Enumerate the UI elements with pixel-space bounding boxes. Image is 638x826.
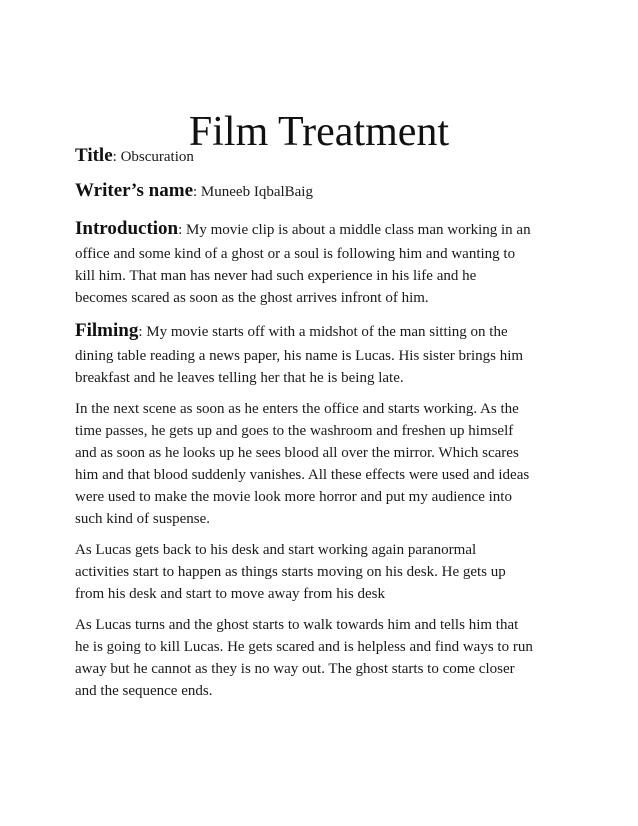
paragraph-line: away but he cannot as they is no way out. The ghost starts to come closer xyxy=(75,661,515,677)
desk-scene-paragraph xyxy=(75,539,575,605)
introduction-paragraph xyxy=(75,216,575,309)
introduction-line: office and some kind of a ghost or a soul is following him and wanting to xyxy=(75,246,516,262)
title-field-value: Obscuration xyxy=(116,149,194,165)
writer-field-value: Muneeb IqbalBaig xyxy=(197,184,313,200)
title-field-separator: : xyxy=(112,149,117,165)
introduction-separator: : xyxy=(178,222,183,238)
paragraph-line: he is going to kill Lucas. He gets scared and is helpless and find ways to run xyxy=(75,639,533,655)
title-field-label: Title xyxy=(75,145,113,166)
writer-field-separator: : xyxy=(193,184,198,200)
paragraph-line: activities start to happen as things starts moving on his desk. He gets up xyxy=(75,564,506,580)
filming-text: My movie starts off with a midshot of the man sitting on the xyxy=(142,324,508,340)
introduction-line xyxy=(75,216,575,243)
title-field xyxy=(75,146,575,167)
paragraph-line: from his desk and start to move away from his desk xyxy=(75,586,385,602)
ending-scene-paragraph xyxy=(75,614,575,702)
paragraph-line: and as soon as he looks up he sees blood all over the mirror. Which scares xyxy=(75,445,519,461)
document-title: Film Treatment xyxy=(188,109,450,156)
filming-label: Filming xyxy=(75,320,139,341)
paragraph-line: time passes, he gets up and goes to the washroom and freshen up himself xyxy=(75,423,514,439)
introduction-line: kill him. That man has never had such experience in his life and he xyxy=(75,268,477,284)
paragraph-line: and the sequence ends. xyxy=(75,683,213,699)
writer-field-label: Writer’s name xyxy=(75,180,193,201)
filming-separator: : xyxy=(138,324,143,340)
paragraph-line: such kind of suspense. xyxy=(75,511,210,527)
writer-field xyxy=(75,181,575,202)
paragraph-line: As Lucas turns and the ghost starts to walk towards him and tells him that xyxy=(75,617,519,633)
filming-line xyxy=(75,318,575,345)
introduction-label: Introduction xyxy=(75,218,179,239)
paragraph-line: him and that blood suddenly vanishes. All these effects were used and ideas xyxy=(75,467,530,483)
introduction-line: becomes scared as soon as the ghost arrives infront of him. xyxy=(75,290,429,306)
office-scene-paragraph xyxy=(75,398,575,530)
filming-line: dining table reading a news paper, his name is Lucas. His sister brings him xyxy=(75,348,524,364)
filming-line: breakfast and he leaves telling her that he is being late. xyxy=(75,370,404,386)
paragraph-line: As Lucas gets back to his desk and start working again paranormal xyxy=(75,542,477,558)
introduction-text: My movie clip is about a middle class man working in an xyxy=(182,222,531,238)
paragraph-line: were used to make the movie look more horror and put my audience into xyxy=(75,489,512,505)
paragraph-line: In the next scene as soon as he enters the office and starts working. As the xyxy=(75,401,519,417)
filming-paragraph xyxy=(75,318,575,389)
document-body xyxy=(75,146,575,711)
